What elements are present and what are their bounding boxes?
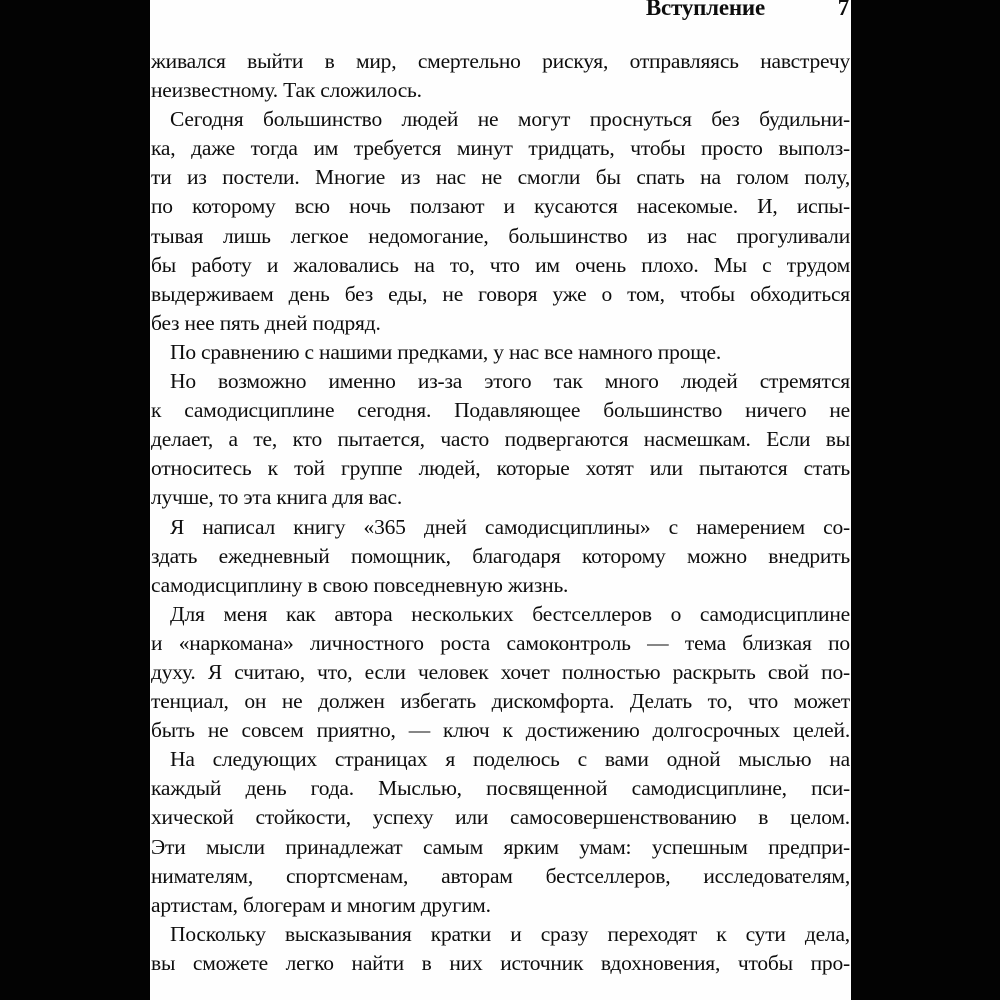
chapter-title: Вступление	[645, 0, 765, 20]
body-line: Я написал книгу «365 дней самодисциплины» с намерением со-	[170, 514, 850, 539]
body-line: неизвестному. Так сложилось.	[151, 78, 422, 103]
body-line: по которому всю ночь ползают и кусаются насекомые. И, испы-	[151, 194, 850, 219]
body-line: тывая лишь легкое недомогание, большинство из нас прогуливали	[151, 223, 850, 248]
body-line: самодисциплину в свою повседневную жизнь.	[151, 572, 569, 597]
body-line: ти из постели. Многие из нас не смогли бы спать на голом полу,	[151, 165, 850, 190]
body-line: артистам, блогерам и многим другим.	[151, 892, 491, 917]
book-page	[150, 0, 851, 1000]
page-number: 7	[837, 0, 849, 20]
body-line: На следующих страницах я поделюсь с вами одной мыслью на	[170, 747, 850, 772]
body-line: нимателям, спортсменам, авторам бестселлеров, исследователям,	[151, 863, 850, 888]
body-line: каждый день года. Мыслью, посвященной самодисциплине, пси-	[151, 776, 850, 801]
body-line: тенциал, он не должен избегать дискомфорта. Делать то, что может	[151, 689, 850, 714]
page-body	[151, 47, 850, 978]
body-line: По сравнению с нашими предками, у нас все намного проще.	[170, 339, 722, 364]
body-line: относитесь к той группе людей, которые хотят или пытаются стать	[151, 456, 850, 481]
body-line: Для меня как автора нескольких бестселлеров о самодисциплине	[170, 601, 850, 626]
body-line: Но возможно именно из-за этого так много людей стремятся	[170, 369, 850, 394]
body-line: к самодисциплине сегодня. Подавляющее большинство ничего не	[151, 398, 850, 423]
body-line: ка, даже тогда им требуется минут тридцать, чтобы просто выполз-	[151, 136, 850, 161]
body-line: Сегодня большинство людей не могут проснуться без будильни-	[170, 107, 850, 132]
body-line: духу. Я считаю, что, если человек хочет полностью раскрыть свой по-	[151, 659, 850, 684]
body-line: хической стойкости, успеху или самосовершенствованию в целом.	[151, 805, 850, 830]
body-line: живался выйти в мир, смертельно рискуя, отправляясь навстречу	[151, 49, 850, 73]
body-line: быть не совсем приятно, — ключ к достижению долгосрочных целей.	[151, 718, 850, 743]
body-line: Эти мысли принадлежат самым ярким умам: успешным предпри-	[151, 834, 850, 859]
running-header	[150, 0, 851, 21]
body-line: делает, а те, кто пытается, часто подвергаются насмешкам. Если вы	[151, 427, 850, 452]
body-line: Поскольку высказывания кратки и сразу переходят к сути дела,	[170, 921, 850, 946]
body-line: бы работу и жаловались на то, что им очень плохо. Мы с трудом	[151, 252, 850, 277]
body-line: вы сможете легко найти в них источник вдохновения, чтобы про-	[151, 950, 850, 975]
body-line: без нее пять дней подряд.	[151, 310, 381, 335]
body-line: выдерживаем день без еды, не говоря уже о том, чтобы обходиться	[151, 281, 850, 306]
body-line: и «наркомана» личностного роста самоконтроль — тема близкая по	[151, 630, 850, 655]
body-line: лучше, то эта книга для вас.	[151, 485, 403, 510]
body-line: здать ежедневный помощник, благодаря которому можно внедрить	[151, 543, 850, 568]
